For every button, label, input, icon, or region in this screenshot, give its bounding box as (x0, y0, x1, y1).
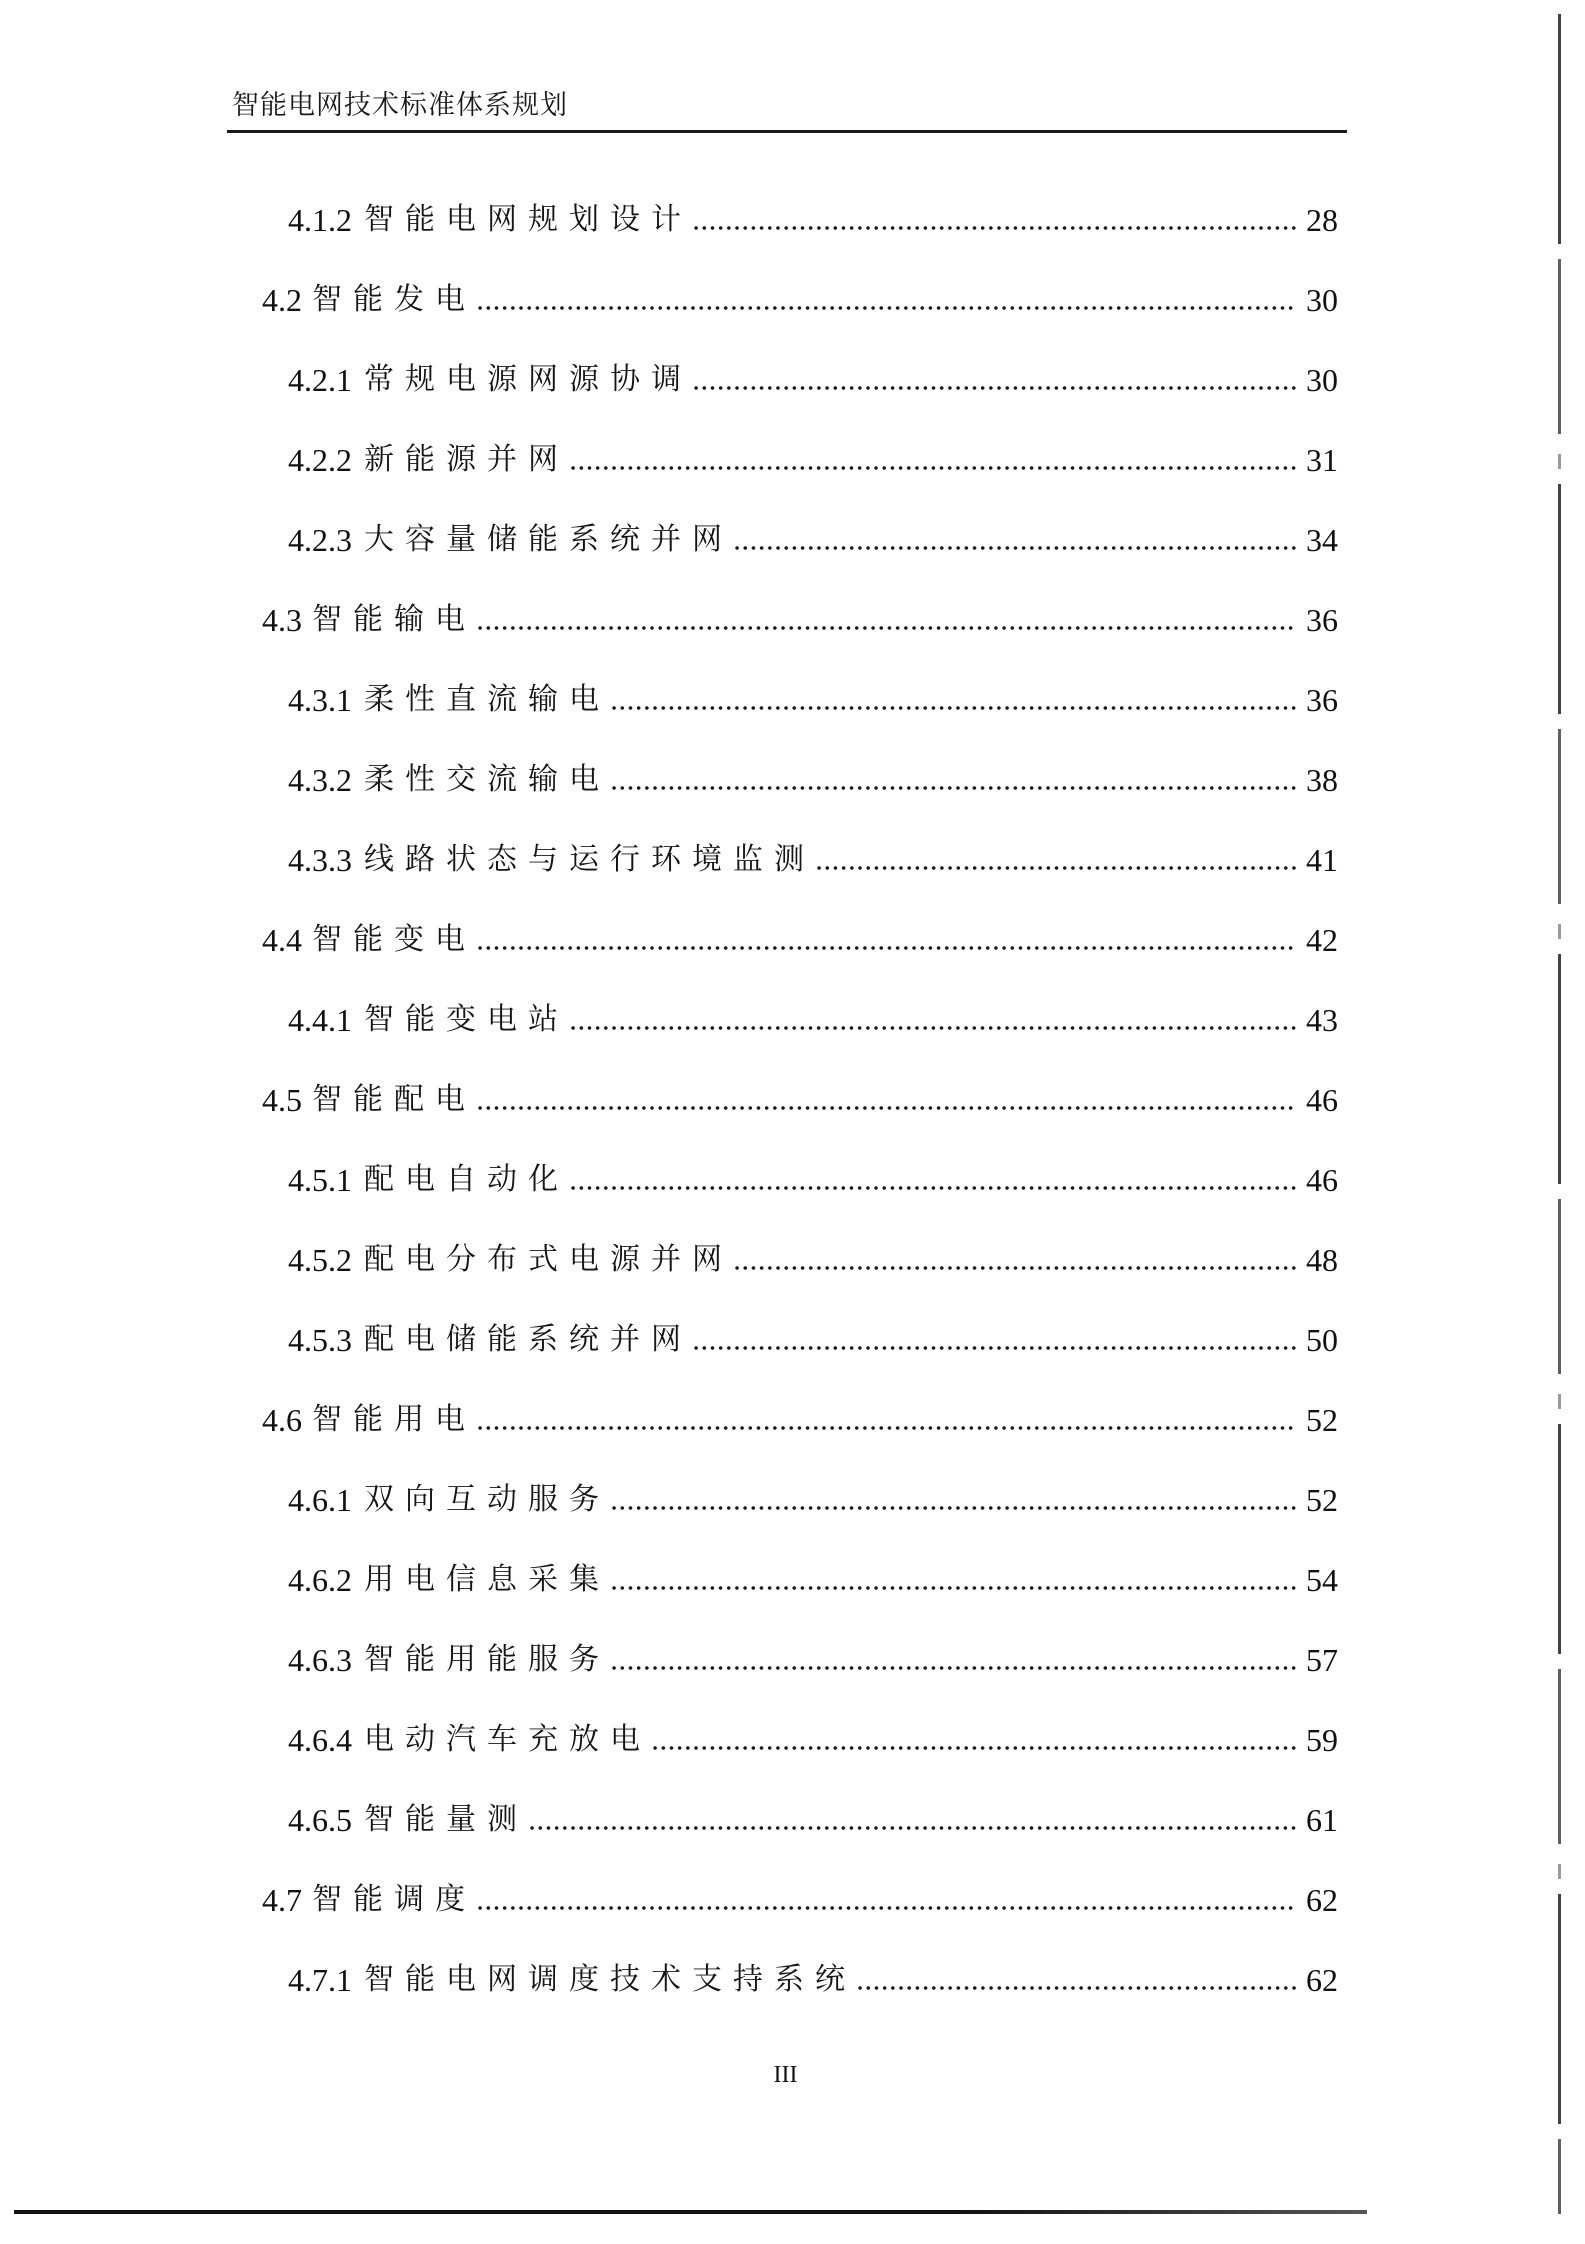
toc-entry-number: 4.7 (262, 1882, 302, 1918)
toc-entry-page: 52 (1306, 1402, 1338, 1438)
toc-entry-page: 34 (1306, 522, 1338, 558)
toc-entry-number: 4.6.5 (288, 1802, 352, 1838)
toc-entry-number: 4.5.2 (288, 1242, 352, 1278)
toc-entry-title: 智能电网调度技术支持系统 (364, 1962, 856, 1997)
toc-entry[interactable] (288, 1794, 1338, 1838)
scan-edge-right-line (1558, 14, 1561, 2214)
page-folio-text: III (773, 2062, 798, 2088)
toc-entry[interactable] (288, 1234, 1338, 1278)
toc-entry-title: 双向互动服务 (364, 1482, 610, 1517)
toc-entry[interactable] (262, 1074, 1338, 1118)
toc-entry-title: 智能发电 (312, 282, 476, 317)
toc-entry-number: 4.6 (262, 1402, 302, 1438)
toc-entry-title: 新能源并网 (364, 442, 569, 477)
toc-entry-title: 智能量测 (364, 1802, 528, 1837)
toc-entry-page: 36 (1306, 682, 1338, 718)
toc-entry-title: 智能用电 (312, 1402, 476, 1437)
toc-entry[interactable] (262, 1874, 1338, 1918)
toc-entry-title: 智能调度 (312, 1882, 476, 1917)
dot-leader (651, 1745, 1296, 1751)
toc-entry-title: 配电自动化 (364, 1162, 569, 1197)
toc-entry-number: 4.2 (262, 282, 302, 318)
page-folio (0, 2062, 1585, 2089)
dot-leader (610, 785, 1296, 791)
toc-entry-number: 4.3.1 (288, 682, 352, 718)
toc-entry-page: 59 (1306, 1722, 1338, 1758)
toc-entry-title: 智能用能服务 (364, 1642, 610, 1677)
toc-entry-number: 4.4 (262, 922, 302, 958)
toc-entry[interactable] (262, 1394, 1338, 1438)
toc-entry-page: 28 (1306, 202, 1338, 238)
toc-entry-number: 4.5 (262, 1082, 302, 1118)
dot-leader (692, 1345, 1296, 1351)
toc-entry-title: 柔性交流输电 (364, 762, 610, 797)
toc-entry-page: 38 (1306, 762, 1338, 798)
dot-leader (692, 225, 1296, 231)
toc-entry-number: 4.2.3 (288, 522, 352, 558)
toc-entry-page: 36 (1306, 602, 1338, 638)
toc-entry-title: 电动汽车充放电 (364, 1722, 651, 1757)
toc-entry-page: 62 (1306, 1962, 1338, 1998)
toc-entry-page: 30 (1306, 282, 1338, 318)
dot-leader (610, 1505, 1296, 1511)
toc-entry-number: 4.3.2 (288, 762, 352, 798)
toc-entry-number: 4.5.1 (288, 1162, 352, 1198)
toc-entry-page: 61 (1306, 1802, 1338, 1838)
toc-entry-number: 4.6.3 (288, 1642, 352, 1678)
toc-entry-number: 4.6.4 (288, 1722, 352, 1758)
toc-entry-page: 50 (1306, 1322, 1338, 1358)
dot-leader (476, 1905, 1296, 1911)
toc-entry[interactable] (288, 1314, 1338, 1358)
toc-entry[interactable] (288, 1714, 1338, 1758)
toc-entry-title: 配电分布式电源并网 (364, 1242, 733, 1277)
toc-entry[interactable] (288, 354, 1338, 398)
dot-leader (476, 1105, 1296, 1111)
dot-leader (476, 625, 1296, 631)
toc-entry[interactable] (288, 194, 1338, 238)
dot-leader (476, 305, 1296, 311)
toc-entry[interactable] (288, 834, 1338, 878)
toc-entry-number: 4.6.1 (288, 1482, 352, 1518)
toc-entry-number: 4.3 (262, 602, 302, 638)
dot-leader (569, 1025, 1296, 1031)
dot-leader (569, 1185, 1296, 1191)
toc-entry[interactable] (288, 1634, 1338, 1678)
toc-entry-title: 智能配电 (312, 1082, 476, 1117)
toc-entry-page: 41 (1306, 842, 1338, 878)
toc-entry[interactable] (262, 274, 1338, 318)
toc-entry-page: 54 (1306, 1562, 1338, 1598)
toc-entry-title: 大容量储能系统并网 (364, 522, 733, 557)
toc-entry-number: 4.5.3 (288, 1322, 352, 1358)
dot-leader (610, 705, 1296, 711)
toc-entry[interactable] (288, 514, 1338, 558)
dot-leader (856, 1985, 1296, 1991)
toc-entry-number: 4.6.2 (288, 1562, 352, 1598)
toc-entry-page: 31 (1306, 442, 1338, 478)
toc-entry-title: 线路状态与运行环境监测 (364, 842, 815, 877)
toc-entry-title: 用电信息采集 (364, 1562, 610, 1597)
toc-entry-page: 57 (1306, 1642, 1338, 1678)
toc-entry-page: 30 (1306, 362, 1338, 398)
running-header-title: 智能电网技术标准体系规划 (232, 90, 568, 121)
dot-leader (610, 1665, 1296, 1671)
toc-entry[interactable] (288, 994, 1338, 1038)
toc-entry-page: 48 (1306, 1242, 1338, 1278)
toc-entry-title: 智能变电 (312, 922, 476, 957)
toc-entry[interactable] (288, 434, 1338, 478)
scan-edge-bottom-line (14, 2210, 1367, 2214)
toc-entry[interactable] (288, 1954, 1338, 1998)
toc-entry[interactable] (288, 674, 1338, 718)
toc-entry-page: 43 (1306, 1002, 1338, 1038)
dot-leader (733, 1265, 1296, 1271)
toc-entry-number: 4.4.1 (288, 1002, 352, 1038)
toc-entry-number: 4.7.1 (288, 1962, 352, 1998)
toc-entry[interactable] (262, 594, 1338, 638)
dot-leader (815, 865, 1296, 871)
dot-leader (476, 1425, 1296, 1431)
toc-entry-page: 52 (1306, 1482, 1338, 1518)
toc-entry-page: 46 (1306, 1082, 1338, 1118)
toc-entry-title: 智能变电站 (364, 1002, 569, 1037)
toc-entry-title: 智能输电 (312, 602, 476, 637)
dot-leader (476, 945, 1296, 951)
dot-leader (569, 465, 1296, 471)
toc-entry[interactable] (288, 754, 1338, 798)
toc-entry[interactable] (288, 1154, 1338, 1198)
toc-entry-page: 62 (1306, 1882, 1338, 1918)
toc-entry-page: 42 (1306, 922, 1338, 958)
toc-entry-title: 常规电源网源协调 (364, 362, 692, 397)
dot-leader (692, 385, 1296, 391)
toc-entry[interactable] (288, 1554, 1338, 1598)
toc-entry-number: 4.2.1 (288, 362, 352, 398)
dot-leader (528, 1825, 1296, 1831)
dot-leader (733, 545, 1296, 551)
dot-leader (610, 1585, 1296, 1591)
toc-entry[interactable] (288, 1474, 1338, 1518)
toc-entry-title: 配电储能系统并网 (364, 1322, 692, 1357)
toc-entry-number: 4.1.2 (288, 202, 352, 238)
toc-entry-number: 4.3.3 (288, 842, 352, 878)
toc-entry-title: 柔性直流输电 (364, 682, 610, 717)
toc-entry-title: 智能电网规划设计 (364, 202, 692, 237)
toc-entry[interactable] (262, 914, 1338, 958)
toc-entry-page: 46 (1306, 1162, 1338, 1198)
toc-entry-number: 4.2.2 (288, 442, 352, 478)
